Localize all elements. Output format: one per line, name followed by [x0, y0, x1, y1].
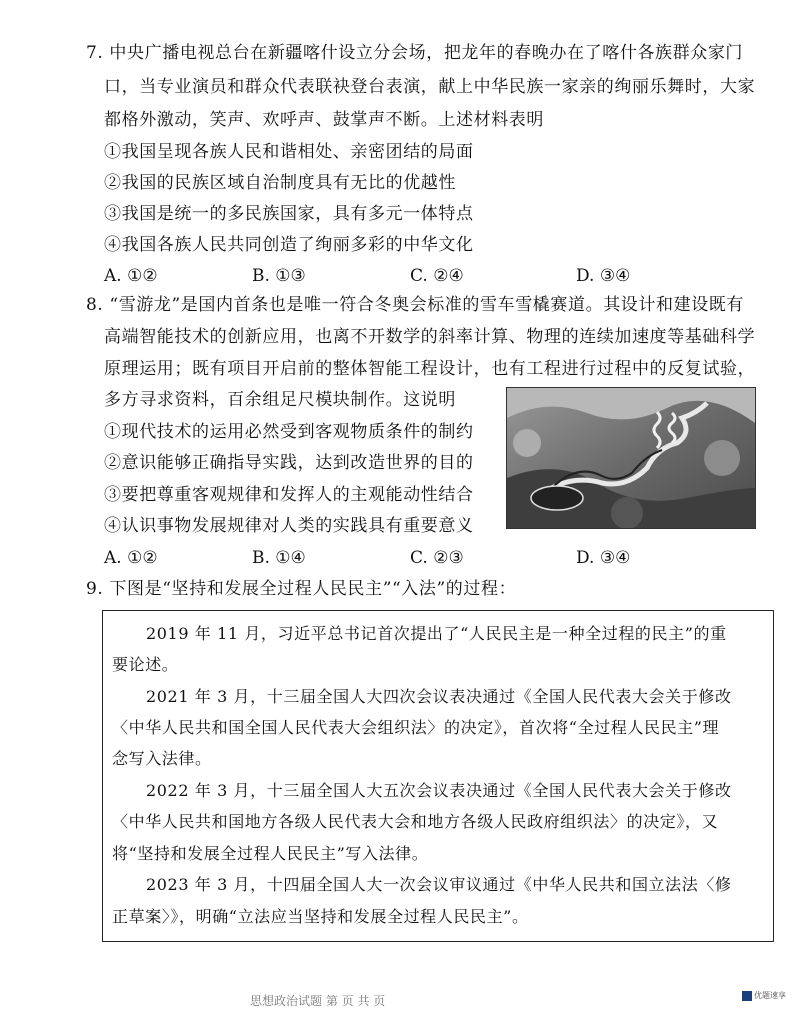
q9-box-line-2: 要论述。 [112, 655, 179, 674]
q9-box-line-6: 2022 年 3 月，十三届全国人大五次会议表决通过《全国人民代表大会关于修改 [146, 781, 732, 800]
q7-line-2: 口，当专业演员和群众代表联袂登台表演，献上中华民族一家亲的绚丽乐舞时，大家 [104, 77, 756, 97]
logo-text: 优题速享 [754, 991, 786, 1000]
q8-option-a: A. ①② [104, 548, 158, 568]
q7-option-c: C. ②④ [410, 266, 464, 286]
logo-icon [742, 991, 752, 1001]
q8-statement-2: ②意识能够正确指导实践，达到改造世界的目的 [104, 453, 474, 473]
q9-box-line-8: 将“坚持和发展全过程人民民主”写入法律。 [112, 844, 429, 863]
q8-statement-3: ③要把尊重客观规律和发挥人的主观能动性结合 [104, 485, 474, 505]
q8-line-4: 多方寻求资料，百余组足尺模块制作。这说明 [104, 390, 456, 410]
q7-statement-1: ①我国呈现各族人民和谐相处、亲密团结的局面 [104, 142, 474, 162]
q7-line-3: 都格外激动，笑声、欢呼声、鼓掌声不断。上述材料表明 [104, 110, 544, 130]
q8-line-2: 高端智能技术的创新应用，也离不开数学的斜率计算、物理的连续加速度等基础科学 [104, 327, 756, 347]
q7-option-a: A. ①② [104, 266, 158, 286]
q8-option-d: D. ③④ [576, 548, 631, 568]
q9-box-line-9: 2023 年 3 月，十四届全国人大一次会议审议通过《中华人民共和国立法法〈修 [146, 875, 732, 894]
q9-box-line-3: 2021 年 3 月，十三届全国人大四次会议表决通过《全国人民代表大会关于修改 [146, 687, 732, 706]
publisher-logo [742, 990, 790, 1004]
bobsleigh-track-photo [506, 387, 756, 529]
q9-box-line-5: 念写入法律。 [112, 749, 212, 768]
q9-box-line-1: 2019 年 11 月，习近平总书记首次提出了“人民民主是一种全过程的民主”的重 [146, 624, 727, 643]
q7-statement-3: ③我国是统一的多民族国家，具有多元一体特点 [104, 204, 474, 224]
q7-statement-4: ④我国各族人民共同创造了绚丽多彩的中华文化 [104, 235, 474, 255]
page-footer: 思想政治试题 第 页 共 页 [250, 994, 386, 1008]
q9-box-line-4: 〈中华人民共和国全国人民代表大会组织法〉的决定》，首次将“全过程人民民主”理 [112, 718, 720, 737]
q8-statement-1: ①现代技术的运用必然受到客观物质条件的制约 [104, 422, 474, 442]
q8-option-c: C. ②③ [410, 548, 464, 568]
q9-box-line-7: 〈中华人民共和国地方各级人民代表大会和地方各级人民政府组织法〉的决定》，又 [112, 812, 719, 831]
q7-option-b: B. ①③ [252, 266, 306, 286]
q8-option-b: B. ①④ [252, 548, 306, 568]
q9-box-line-10: 正草案〉》，明确“立法应当坚持和发展全过程人民民主”。 [112, 907, 529, 926]
q7-line-1: 7. 中央广播电视总台在新疆喀什设立分会场，把龙年的春晚办在了喀什各族群众家门 [86, 43, 744, 63]
q8-line-3: 原理运用；既有项目开启前的整体智能工程设计，也有工程进行过程中的反复试验， [104, 359, 756, 379]
q7-statement-2: ②我国的民族区域自治制度具有无比的优越性 [104, 173, 456, 193]
q7-option-d: D. ③④ [576, 266, 631, 286]
q9-intro: 9. 下图是“坚持和发展全过程人民民主”“入法”的过程： [86, 579, 517, 599]
q8-line-1: 8. “雪游龙”是国内首条也是唯一符合冬奥会标准的雪车雪橇赛道。其设计和建设既有 [86, 295, 745, 315]
q8-statement-4: ④认识事物发展规律对人类的实践具有重要意义 [104, 516, 474, 536]
